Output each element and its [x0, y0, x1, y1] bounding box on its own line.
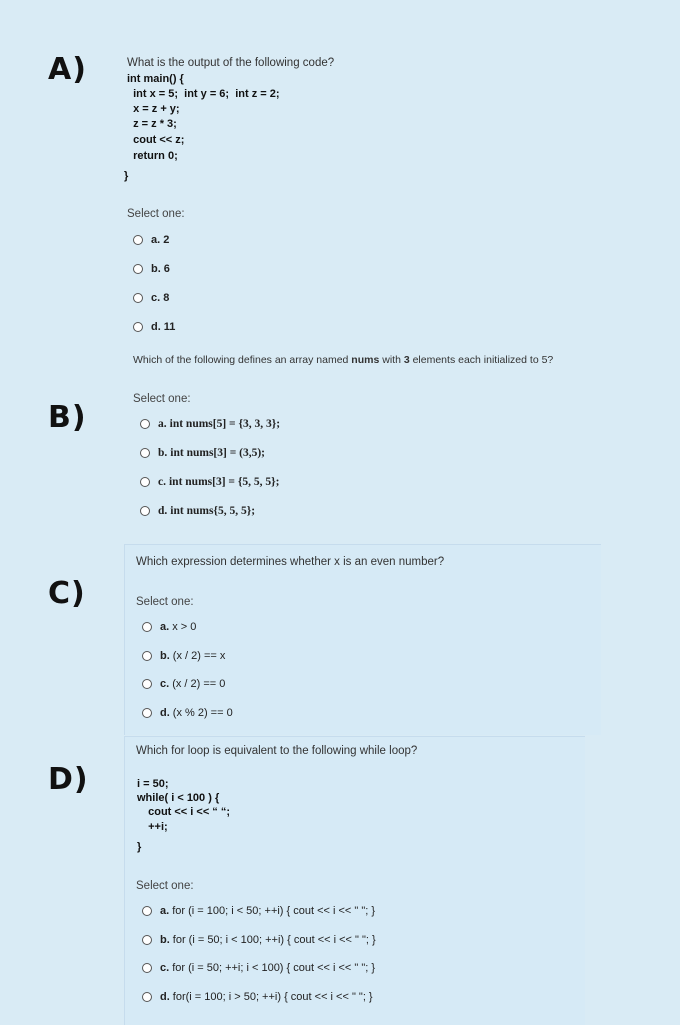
- select-one-label-c: Select one:: [136, 596, 194, 608]
- code-line: cout << z;: [127, 134, 185, 146]
- code-line: while( i < 100 ) {: [137, 792, 220, 804]
- option-letter: a.: [160, 621, 170, 633]
- question-text-part: Which of the following defines an array named: [133, 354, 352, 366]
- radio-button[interactable]: [133, 293, 143, 303]
- radio-button[interactable]: [142, 906, 152, 916]
- option-text: 8: [163, 292, 170, 304]
- option-b-d[interactable]: [140, 505, 255, 517]
- option-letter: c.: [158, 476, 166, 488]
- option-letter: d.: [160, 707, 170, 719]
- option-d-b[interactable]: [142, 934, 376, 946]
- option-c-a[interactable]: [142, 621, 196, 633]
- select-one-label-d: Select one:: [136, 880, 194, 892]
- question-d-text: Which for loop is equivalent to the following while loop?: [136, 745, 418, 757]
- radio-button[interactable]: [133, 322, 143, 332]
- option-text: 11: [163, 321, 176, 333]
- radio-button[interactable]: [142, 708, 152, 718]
- option-text: 2: [163, 234, 170, 246]
- option-letter: d.: [158, 505, 168, 517]
- section-letter-a: A): [48, 52, 87, 87]
- option-text: 6: [163, 263, 170, 275]
- question-a-text: What is the output of the following code?: [127, 57, 335, 69]
- option-text: int nums[3] = {5, 5, 5};: [168, 476, 280, 488]
- option-text: int nums{5, 5, 5};: [170, 505, 256, 517]
- select-one-label-a: Select one:: [127, 208, 185, 220]
- option-letter: b.: [160, 650, 170, 662]
- option-text: int nums[5] = {3, 3, 3};: [169, 418, 281, 430]
- code-line: int x = 5; int y = 6; int z = 2;: [127, 88, 280, 100]
- option-letter: a.: [151, 234, 161, 246]
- question-b-text: [133, 354, 553, 366]
- option-letter: a.: [158, 418, 167, 430]
- radio-button[interactable]: [142, 651, 152, 661]
- code-line: ++i;: [142, 821, 168, 833]
- code-line: cout << i << “ “;: [142, 806, 231, 818]
- option-b-a[interactable]: [140, 418, 280, 430]
- option-letter: d.: [160, 991, 170, 1003]
- option-text: for (i = 100; i < 50; ++i) { cout << i << " "; }: [172, 905, 376, 917]
- code-line: z = z * 3;: [127, 118, 177, 130]
- radio-button[interactable]: [133, 264, 143, 274]
- code-line: return 0;: [127, 150, 178, 162]
- code-line: x = z + y;: [127, 103, 180, 115]
- option-a-b[interactable]: [133, 263, 170, 275]
- question-text-part: elements each initialized to 5?: [409, 354, 554, 366]
- option-letter: c.: [160, 678, 170, 690]
- option-letter: b.: [158, 447, 168, 459]
- radio-button[interactable]: [142, 992, 152, 1002]
- option-letter: c.: [151, 292, 161, 304]
- option-letter: b.: [160, 934, 170, 946]
- radio-button[interactable]: [133, 235, 143, 245]
- radio-button[interactable]: [140, 506, 150, 516]
- radio-button[interactable]: [142, 679, 152, 689]
- option-c-b[interactable]: [142, 650, 225, 662]
- option-a-a[interactable]: [133, 234, 169, 246]
- question-c-text: Which expression determines whether x is an even number?: [136, 556, 445, 568]
- radio-button[interactable]: [142, 963, 152, 973]
- option-d-d[interactable]: [142, 991, 373, 1003]
- section-letter-b: B): [48, 400, 87, 435]
- code-line: }: [124, 170, 129, 182]
- option-b-c[interactable]: [140, 476, 279, 488]
- code-line: }: [137, 841, 142, 853]
- option-text: for(i = 100; i > 50; ++i) { cout << i << " "; }: [172, 991, 373, 1003]
- radio-button[interactable]: [140, 448, 150, 458]
- radio-button[interactable]: [140, 477, 150, 487]
- option-letter: a.: [160, 905, 170, 917]
- option-text: x > 0: [172, 621, 197, 633]
- question-text-bold: 3: [403, 354, 410, 366]
- option-c-c[interactable]: [142, 678, 225, 690]
- select-one-label-b: Select one:: [133, 393, 191, 405]
- option-text: (x % 2) == 0: [172, 707, 233, 719]
- section-letter-d: D): [48, 762, 89, 797]
- section-letter-c: C): [48, 576, 86, 611]
- option-text: (x / 2) == x: [172, 650, 226, 662]
- option-text: int nums[3] = (3,5);: [170, 447, 265, 459]
- code-line: int main() {: [127, 73, 184, 85]
- radio-button[interactable]: [140, 419, 150, 429]
- option-b-b[interactable]: [140, 447, 265, 459]
- option-letter: c.: [160, 962, 170, 974]
- option-text: (x / 2) == 0: [172, 678, 226, 690]
- option-d-c[interactable]: [142, 962, 375, 974]
- question-text-bold: nums: [351, 354, 380, 366]
- question-text-part: with: [379, 354, 404, 366]
- option-c-d[interactable]: [142, 707, 233, 719]
- radio-button[interactable]: [142, 622, 152, 632]
- option-text: for (i = 50; ++i; i < 100) { cout << i << " "; }: [172, 962, 376, 974]
- radio-button[interactable]: [142, 935, 152, 945]
- option-letter: b.: [151, 263, 161, 275]
- option-letter: d.: [151, 321, 161, 333]
- option-d-a[interactable]: [142, 905, 375, 917]
- option-text: for (i = 50; i < 100; ++i) { cout << i << " "; }: [172, 934, 376, 946]
- option-a-c[interactable]: [133, 292, 169, 304]
- code-line: i = 50;: [137, 778, 169, 790]
- option-a-d[interactable]: [133, 321, 175, 333]
